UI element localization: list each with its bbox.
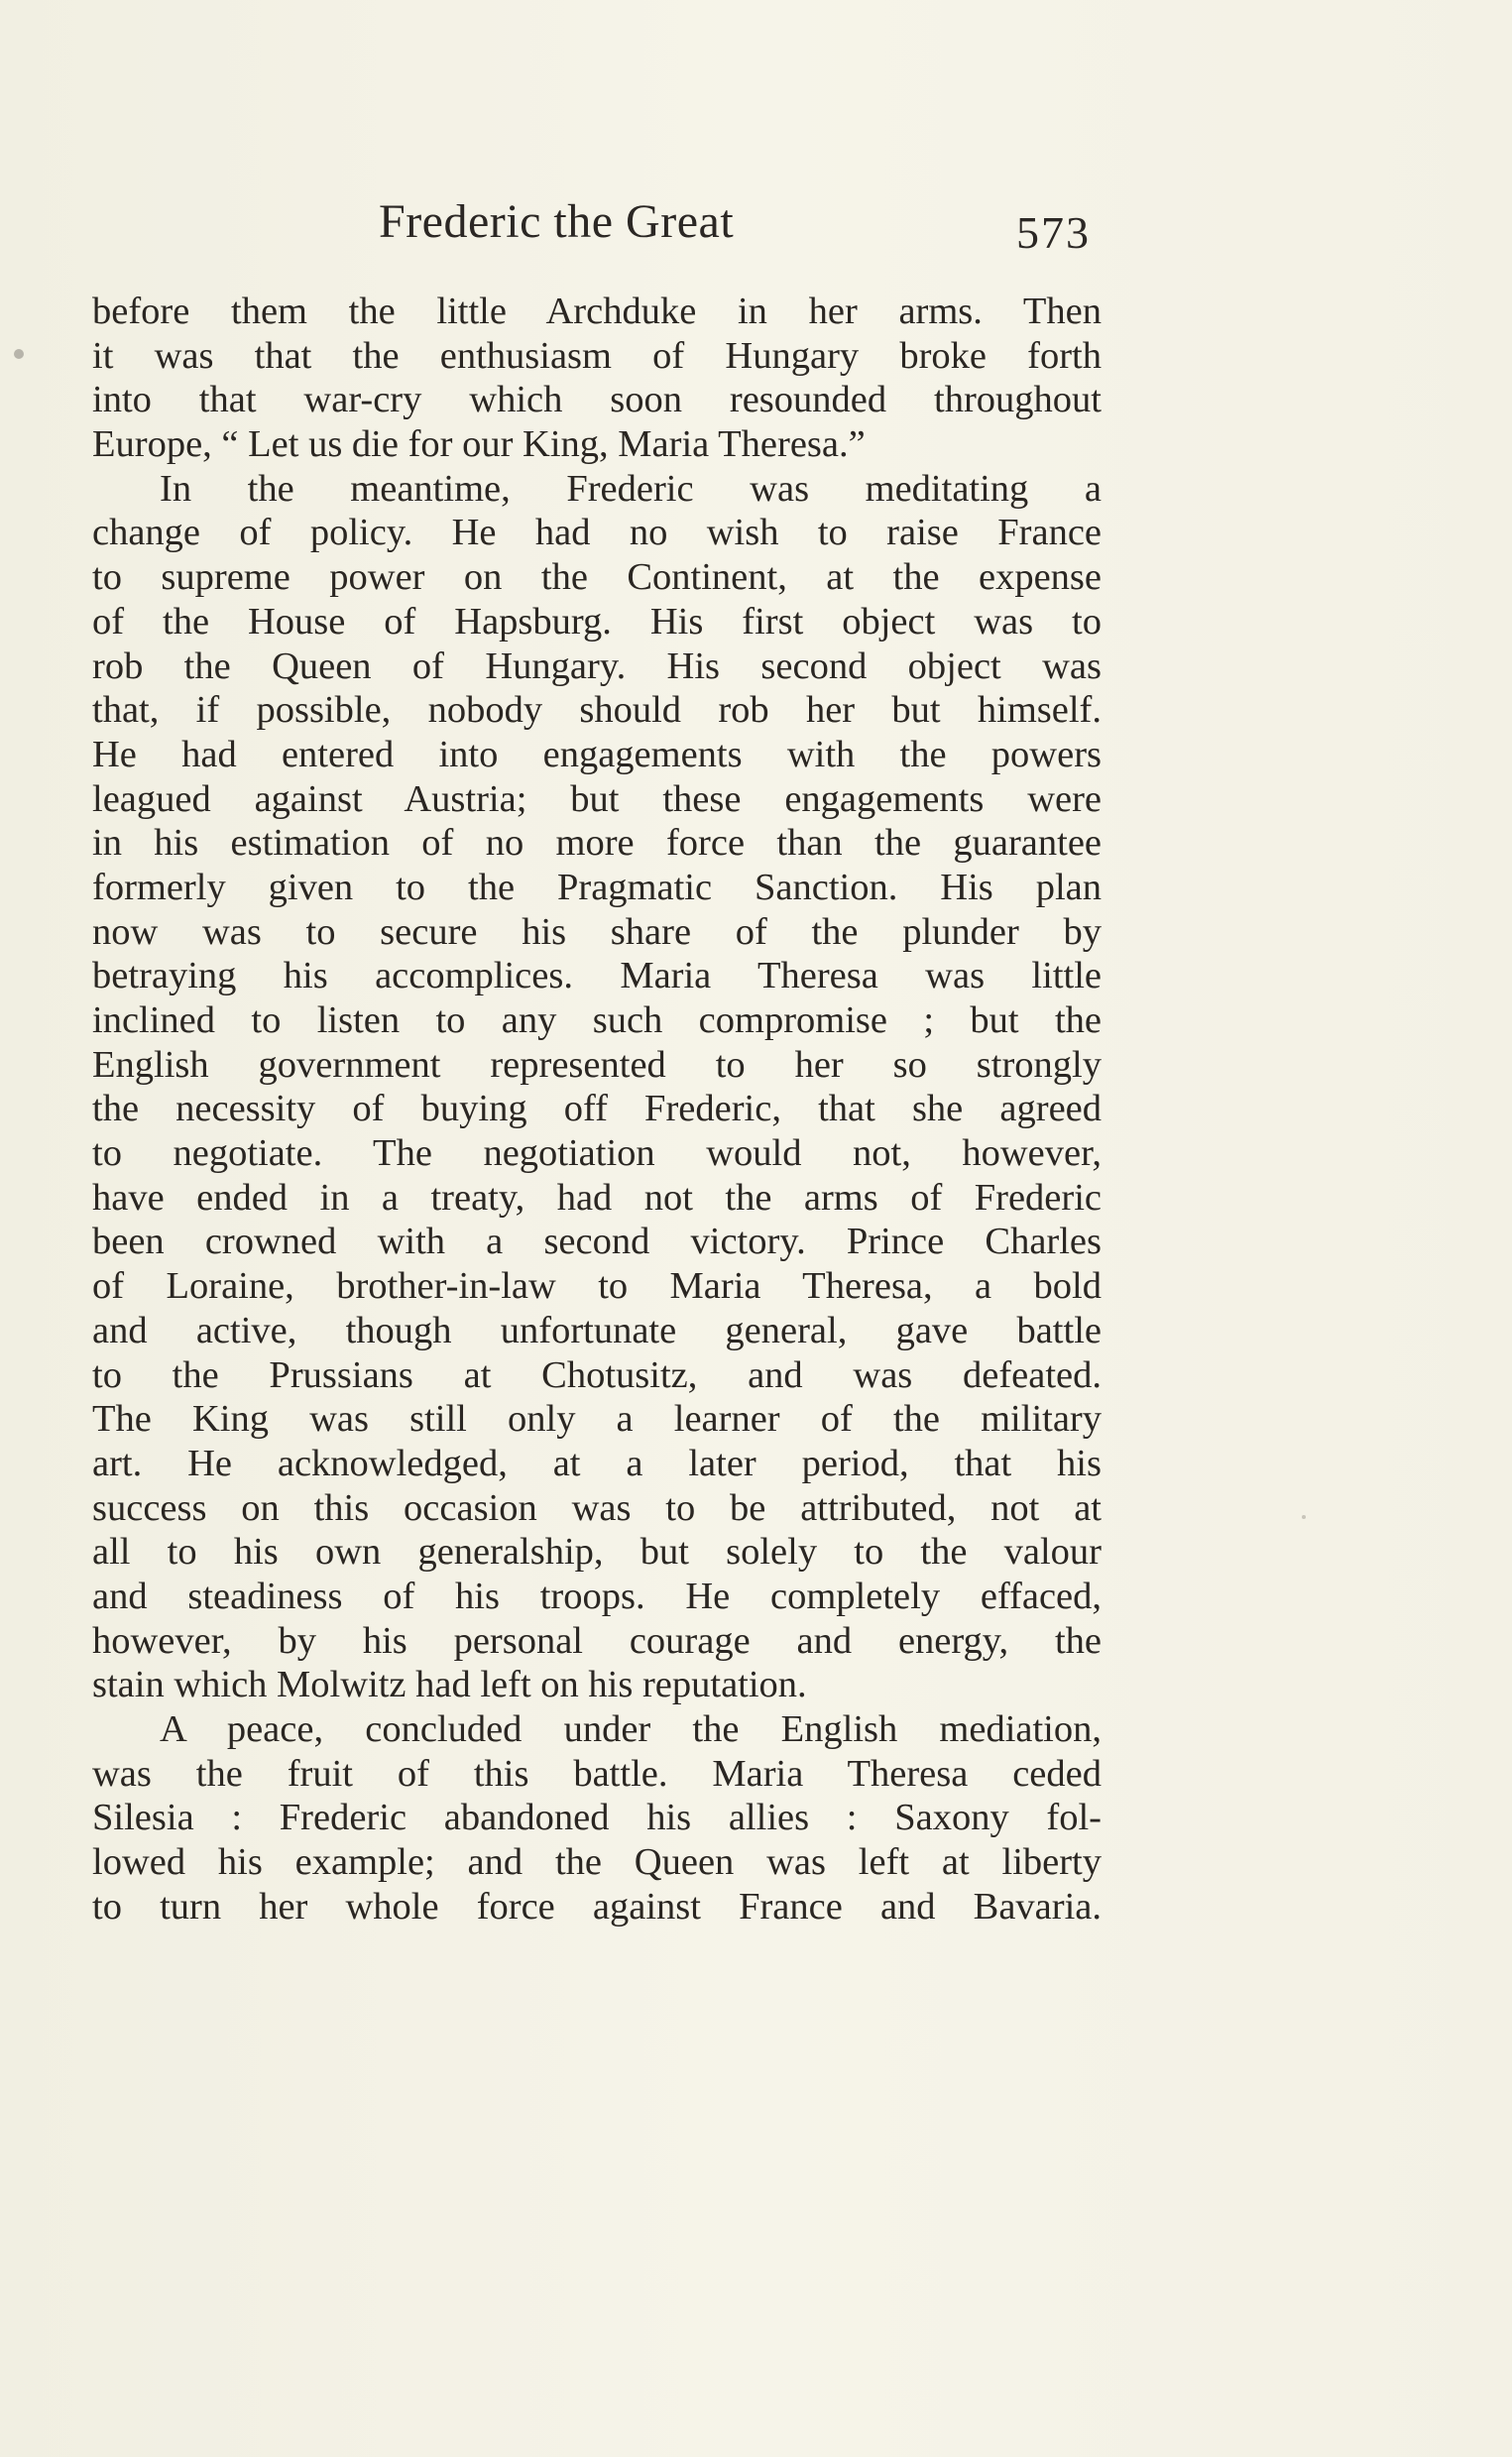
page-number: 573 <box>1016 207 1091 258</box>
text-line: Silesia : Frederic abandoned his allies : Saxony fol- <box>92 1797 1102 1839</box>
text-line: been crowned with a second victory. Prince Charles <box>92 1221 1102 1263</box>
text-line: In the meantime, Frederic was meditating a <box>160 467 1102 510</box>
text-line: all to his own generalship, but solely to the valour <box>92 1531 1102 1574</box>
body-text <box>92 290 1102 1929</box>
text-line: it was that the enthusiasm of Hungary broke forth <box>92 334 1102 377</box>
text-line: however, by his personal courage and energy, the <box>92 1619 1102 1662</box>
text-line: in his estimation of no more force than the guarantee <box>92 822 1102 865</box>
text-line: success on this occasion was to be attributed, not at <box>92 1486 1102 1529</box>
paper-blemish <box>14 349 24 359</box>
text-line: to turn her whole force against France and Bavaria. <box>92 1885 1102 1928</box>
text-line: rob the Queen of Hungary. His second object was <box>92 644 1102 687</box>
text-line: and steadiness of his troops. He completely effaced, <box>92 1575 1102 1617</box>
text-line: now was to secure his share of the plunder by <box>92 910 1102 953</box>
text-line: leagued against Austria; but these engagements were <box>92 777 1102 820</box>
text-line: art. He acknowledged, at a later period, that his <box>92 1442 1102 1484</box>
text-line: was the fruit of this battle. Maria Theresa ceded <box>92 1752 1102 1795</box>
text-line: He had entered into engagements with the powers <box>92 733 1102 775</box>
text-line: lowed his example; and the Queen was left at liberty <box>92 1841 1102 1884</box>
text-line: A peace, concluded under the English mediation, <box>160 1708 1102 1750</box>
text-line: English government represented to her so strongly <box>92 1043 1102 1086</box>
text-line: to negotiate. The negotiation would not, however, <box>92 1132 1102 1175</box>
text-line: Europe, “ Let us die for our King, Maria Theresa.” <box>92 423 866 466</box>
text-line: stain which Molwitz had left on his reputation. <box>92 1664 807 1706</box>
text-line: betraying his accomplices. Maria Theresa was little <box>92 955 1102 997</box>
text-line: The King was still only a learner of the military <box>92 1398 1102 1441</box>
text-line: inclined to listen to any such compromise ; but the <box>92 999 1102 1041</box>
text-line: to supreme power on the Continent, at the expense <box>92 556 1102 599</box>
text-line: that, if possible, nobody should rob her but himself. <box>92 689 1102 732</box>
text-line: change of policy. He had no wish to raise France <box>92 512 1102 554</box>
text-line: into that war-cry which soon resounded throughout <box>92 379 1102 421</box>
text-line: of the House of Hapsburg. His first object was to <box>92 600 1102 643</box>
text-line: of Loraine, brother-in-law to Maria Theresa, a bold <box>92 1265 1102 1308</box>
text-line: to the Prussians at Chotusitz, and was defeated. <box>92 1353 1102 1396</box>
running-head-title: Frederic the Great <box>379 195 735 248</box>
text-line: before them the little Archduke in her arms. Then <box>92 291 1102 332</box>
text-line: and active, though unfortunate general, gave battle <box>92 1309 1102 1351</box>
paper-blemish <box>1302 1515 1306 1519</box>
text-line: the necessity of buying off Frederic, that she agreed <box>92 1088 1102 1130</box>
text-line: have ended in a treaty, had not the arms of Frederic <box>92 1176 1102 1219</box>
text-line: formerly given to the Pragmatic Sanction. His plan <box>92 866 1102 908</box>
